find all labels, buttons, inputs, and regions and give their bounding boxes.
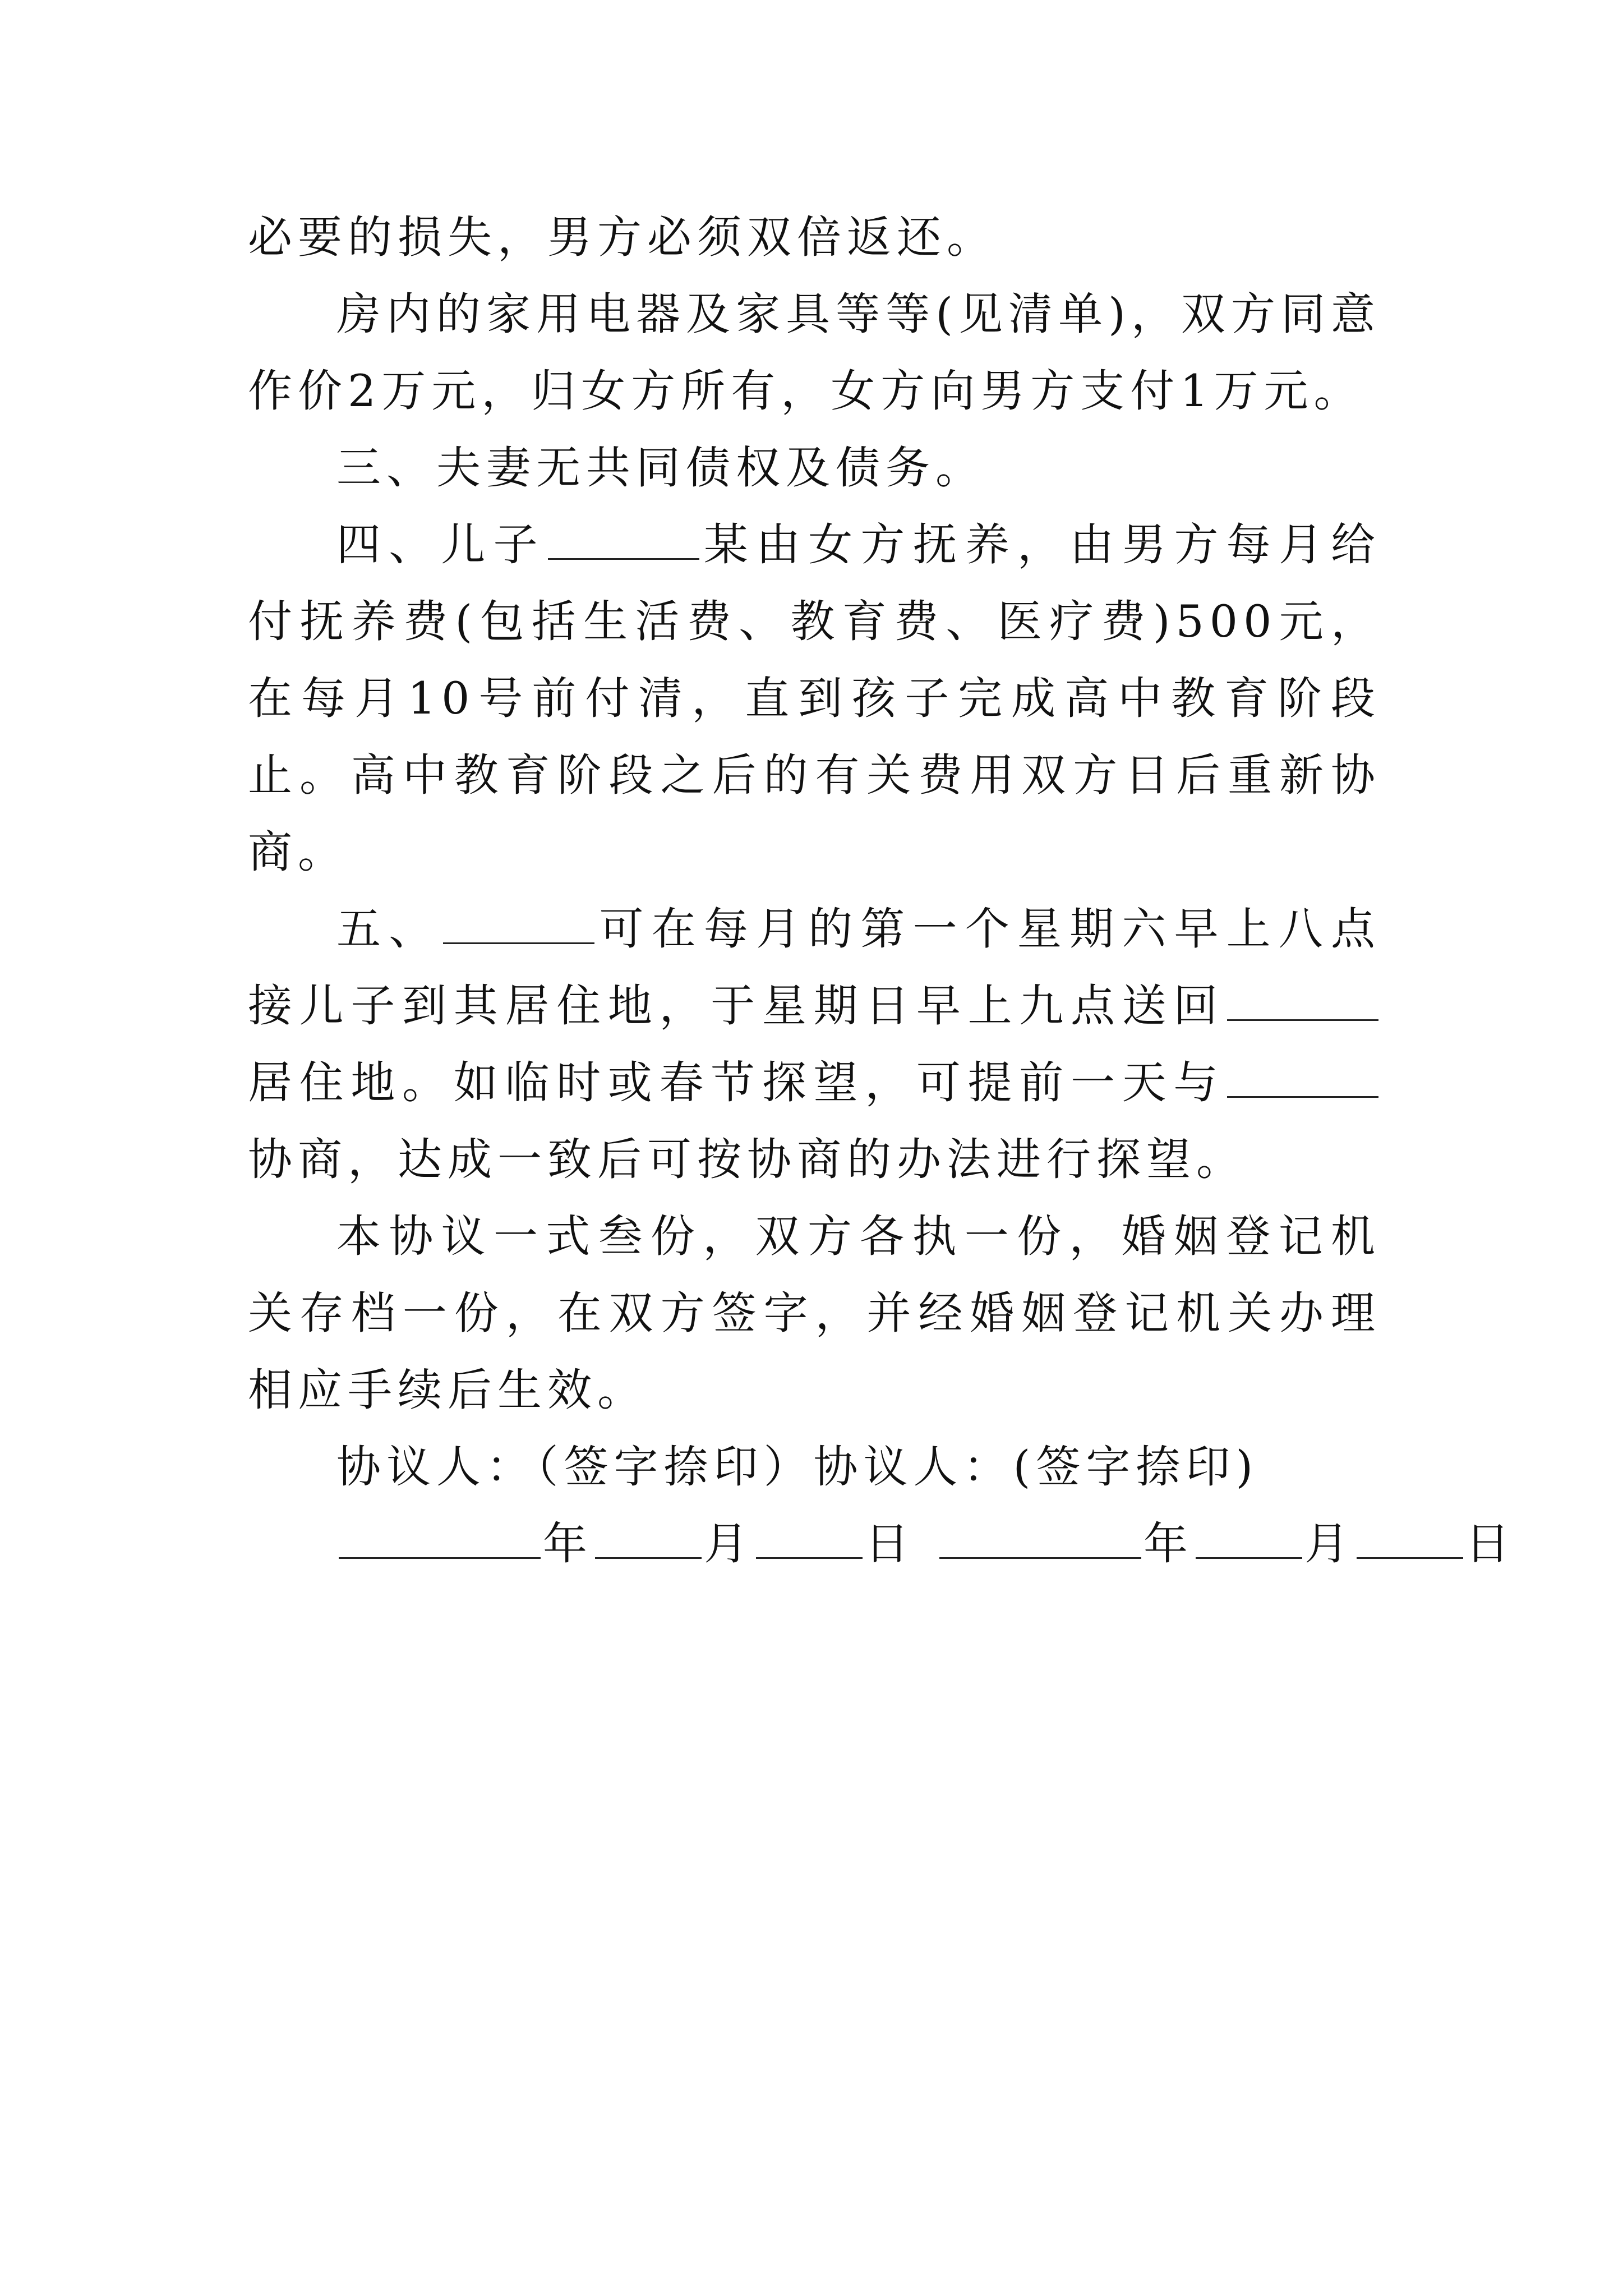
- text-loss-refund: 必要的损失，男方必须双倍返还。: [248, 211, 997, 263]
- text-child-custody-rest: 某由女方抚养，由男方每月给付抚养费(包括生活费、教育费、医疗费)500元，在每月10号前付清，直到孩子完成高中教育阶段止。高中教育阶段之后的有关费用双方日后重新协商。: [248, 519, 1381, 878]
- text-child-custody-start: 四、儿子: [336, 519, 546, 570]
- paragraph-visitation: [248, 891, 1381, 1198]
- paragraph-effectiveness: [248, 1198, 1381, 1429]
- month-label-2: 月: [1304, 1518, 1354, 1570]
- month-blank-2: [1196, 1518, 1302, 1559]
- day-label-2: 日: [1465, 1518, 1515, 1570]
- paragraph-no-debts: [248, 430, 1381, 507]
- visitor-name-blank: [443, 903, 594, 944]
- day-blank-2: [1357, 1518, 1463, 1559]
- year-blank-1: [339, 1518, 541, 1559]
- year-blank-2: [939, 1518, 1141, 1559]
- paragraph-appliances: [248, 276, 1381, 430]
- text-visitation-start: 五、: [336, 903, 441, 955]
- paragraph-loss-refund: [248, 199, 1381, 276]
- text-signature-line: 协议人：（签字捺印）协议人：(签字捺印): [336, 1441, 1259, 1493]
- text-visitation-part1: 可在每月的第一个星期六早上八点接儿子到其居住地，于星期日早上九点送回: [248, 903, 1381, 1032]
- paragraph-child-custody: [248, 507, 1381, 891]
- date-line: [248, 1506, 1515, 1582]
- month-blank-1: [595, 1518, 702, 1559]
- day-blank-1: [756, 1518, 863, 1559]
- consult-party-blank: [1227, 1057, 1378, 1098]
- text-visitation-part2: 居住地。如临时或春节探望，可提前一天与: [248, 1057, 1225, 1108]
- month-label-1: 月: [704, 1518, 754, 1570]
- year-label-1: 年: [543, 1518, 593, 1570]
- text-effectiveness: 本协议一式叁份，双方各执一份，婚姻登记机关存档一份，在双方签字，并经婚姻登记机关办理相应手续后生效。: [248, 1211, 1381, 1416]
- year-label-2: 年: [1144, 1518, 1193, 1570]
- text-visitation-part3: 协商，达成一致后可按协商的办法进行探望。: [248, 1134, 1246, 1185]
- signature-line: [248, 1429, 1381, 1506]
- son-name-blank: [548, 519, 699, 560]
- text-no-debts: 三、夫妻无共同债权及债务。: [336, 442, 985, 494]
- text-appliances: 房内的家用电器及家具等等(见清单)，双方同意作价2万元，归女方所有，女方向男方支付1万元。: [248, 288, 1381, 417]
- agreement-body: [248, 199, 1515, 1582]
- day-label-1: 日: [865, 1518, 915, 1570]
- return-party-blank: [1227, 980, 1378, 1021]
